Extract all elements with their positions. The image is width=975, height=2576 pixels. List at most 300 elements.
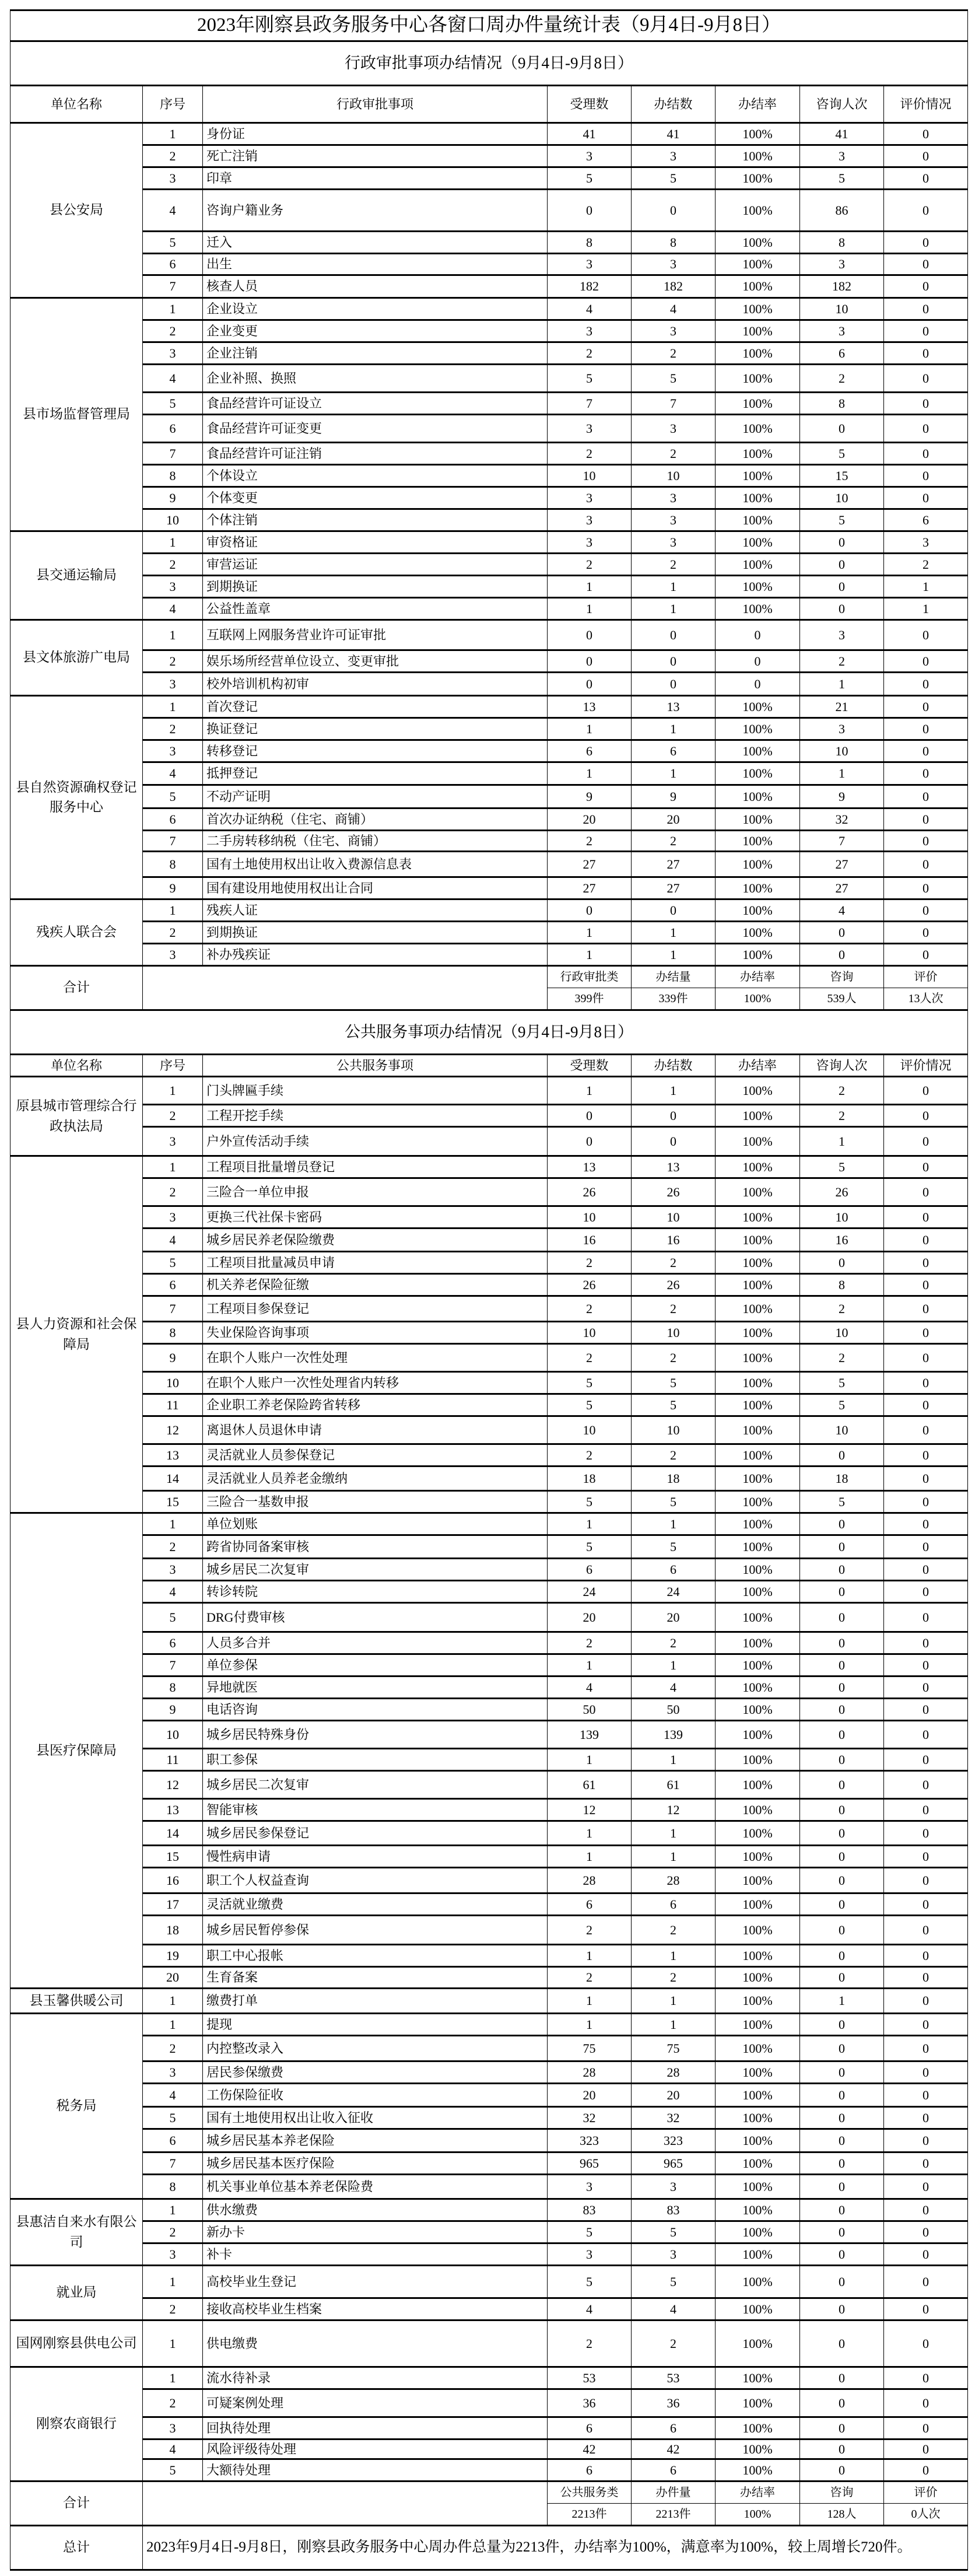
cell-consult: 0 [800, 944, 884, 966]
cell-consult: 2 [800, 1105, 884, 1127]
cell-accepted: 8 [548, 232, 632, 254]
cell-item: 首次登记 [203, 696, 548, 718]
cell-item: 灵活就业人员参保登记 [203, 1444, 548, 1466]
cell-evaluation: 0 [884, 1749, 968, 1771]
cell-item: 转移登记 [203, 740, 548, 762]
cell-item: 新办卡 [203, 2221, 548, 2244]
table-row [10, 1894, 968, 1916]
cell-consult: 0 [800, 922, 884, 944]
total-metric-label: 办件量 [632, 2482, 716, 2504]
table-row [10, 2084, 968, 2107]
cell-no: 12 [143, 1416, 203, 1444]
cell-no: 5 [143, 1252, 203, 1274]
cell-completed: 3 [632, 2244, 716, 2266]
cell-evaluation: 0 [884, 2389, 968, 2417]
cell-evaluation: 0 [884, 465, 968, 487]
cell-completed: 1 [632, 1821, 716, 1846]
cell-accepted: 3 [548, 415, 632, 443]
cell-consult: 16 [800, 1228, 884, 1252]
cell-item: 职工参保 [203, 1749, 548, 1771]
cell-accepted: 1 [548, 598, 632, 620]
cell-accepted: 6 [548, 2459, 632, 2482]
cell-evaluation: 0 [884, 365, 968, 393]
cell-completed: 20 [632, 2084, 716, 2107]
cell-rate: 100% [716, 1771, 800, 1799]
cell-consult: 0 [800, 2367, 884, 2389]
cell-completed: 10 [632, 1416, 716, 1444]
cell-item: 可疑案例处理 [203, 2389, 548, 2417]
cell-evaluation: 0 [884, 1444, 968, 1466]
column-header-item: 公共服务事项 [203, 1055, 548, 1077]
cell-consult: 7 [800, 831, 884, 852]
cell-accepted: 75 [548, 2036, 632, 2062]
column-header-evaluation: 评价情况 [884, 86, 968, 123]
cell-completed: 26 [632, 1274, 716, 1296]
cell-accepted: 5 [548, 1535, 632, 1559]
cell-consult: 5 [800, 509, 884, 531]
cell-consult: 0 [800, 1967, 884, 1989]
cell-evaluation: 6 [884, 509, 968, 531]
column-header-evaluation: 评价情况 [884, 1055, 968, 1077]
table-row [10, 123, 968, 145]
cell-completed: 75 [632, 2036, 716, 2062]
table-row [10, 393, 968, 415]
total-metric-label: 咨询 [800, 2482, 884, 2504]
cell-item: 智能审核 [203, 1799, 548, 1821]
unit-name: 县医疗保障局 [10, 1513, 143, 1989]
cell-no: 7 [143, 2152, 203, 2175]
cell-no: 8 [143, 1676, 203, 1699]
cell-completed: 10 [632, 465, 716, 487]
table-row [10, 298, 968, 320]
cell-consult: 5 [800, 1372, 884, 1394]
cell-evaluation: 0 [884, 2062, 968, 2084]
cell-no: 3 [143, 1559, 203, 1581]
table-row [10, 1846, 968, 1868]
cell-accepted: 3 [548, 2244, 632, 2266]
table-row [10, 1156, 968, 1178]
cell-rate: 100% [716, 123, 800, 145]
column-header-unit: 单位名称 [10, 86, 143, 123]
column-header-item: 行政审批事项 [203, 86, 548, 123]
cell-item: 城乡居民特殊身份 [203, 1721, 548, 1749]
report-title: 2023年刚察县政务服务中心各窗口周办件量统计表（9月4日-9月8日） [10, 10, 968, 41]
column-header-rate: 办结率 [716, 86, 800, 123]
cell-consult: 0 [800, 576, 884, 598]
cell-completed: 20 [632, 808, 716, 831]
cell-item: 身份证 [203, 123, 548, 145]
cell-evaluation: 0 [884, 944, 968, 966]
cell-rate: 100% [716, 1444, 800, 1466]
cell-rate: 100% [716, 254, 800, 275]
cell-accepted: 1 [548, 1989, 632, 2014]
table-row [10, 1344, 968, 1372]
cell-evaluation: 0 [884, 1274, 968, 1296]
total-metric-label: 咨询 [800, 966, 884, 988]
public-section-title: 公共服务事项办结情况（9月4日-9月8日） [10, 1010, 968, 1055]
cell-consult: 0 [800, 531, 884, 554]
cell-evaluation: 0 [884, 2199, 968, 2221]
cell-completed: 5 [632, 167, 716, 190]
cell-evaluation: 0 [884, 145, 968, 167]
cell-evaluation: 0 [884, 1676, 968, 1699]
cell-rate: 100% [716, 1513, 800, 1535]
cell-evaluation: 0 [884, 2266, 968, 2298]
cell-rate: 100% [716, 342, 800, 365]
unit-name: 县玉馨供暖公司 [10, 1989, 143, 2014]
cell-no: 1 [143, 1077, 203, 1105]
cell-no: 1 [143, 2367, 203, 2389]
cell-accepted: 1 [548, 576, 632, 598]
cell-item: 个体注销 [203, 509, 548, 531]
cell-rate: 100% [716, 1603, 800, 1632]
cell-completed: 5 [632, 2221, 716, 2244]
cell-item: 工程开挖手续 [203, 1105, 548, 1127]
cell-consult: 0 [800, 1603, 884, 1632]
cell-evaluation: 0 [884, 2417, 968, 2440]
cell-completed: 2 [632, 342, 716, 365]
cell-evaluation: 0 [884, 1945, 968, 1967]
cell-no: 3 [143, 342, 203, 365]
cell-item: 机关养老保险征缴 [203, 1274, 548, 1296]
cell-no: 2 [143, 145, 203, 167]
cell-evaluation: 2 [884, 554, 968, 576]
cell-consult: 0 [800, 2199, 884, 2221]
cell-no: 2 [143, 2298, 203, 2320]
cell-consult: 2 [800, 650, 884, 673]
cell-completed: 10 [632, 1206, 716, 1228]
cell-item: 生育备案 [203, 1967, 548, 1989]
cell-item: 死亡注销 [203, 145, 548, 167]
table-row [10, 2014, 968, 2036]
cell-no: 10 [143, 509, 203, 531]
cell-evaluation: 0 [884, 2459, 968, 2482]
cell-item: 接收高校毕业生档案 [203, 2298, 548, 2320]
cell-completed: 6 [632, 1559, 716, 1581]
header-row [10, 1055, 968, 1077]
cell-completed: 2 [632, 554, 716, 576]
cell-completed: 83 [632, 2199, 716, 2221]
table-row [10, 554, 968, 576]
summary-text: 2023年9月4日-9月8日，刚察县政务服务中心周办件总量为2213件，办结率为100%，满意率为100%，较上周增长720件。 [143, 2526, 968, 2570]
cell-accepted: 4 [548, 298, 632, 320]
cell-rate: 100% [716, 2266, 800, 2298]
cell-completed: 4 [632, 298, 716, 320]
table-row [10, 1654, 968, 1676]
table-row [10, 740, 968, 762]
cell-accepted: 6 [548, 740, 632, 762]
table-row [10, 718, 968, 740]
cell-completed: 3 [632, 531, 716, 554]
cell-completed: 13 [632, 696, 716, 718]
cell-consult: 3 [800, 718, 884, 740]
cell-evaluation: 0 [884, 232, 968, 254]
table-row [10, 852, 968, 877]
cell-item: 在职个人账户一次性处理 [203, 1344, 548, 1372]
table-row [10, 509, 968, 531]
cell-accepted: 0 [548, 673, 632, 696]
cell-rate: 100% [716, 443, 800, 465]
cell-evaluation: 0 [884, 922, 968, 944]
cell-item: 企业设立 [203, 298, 548, 320]
cell-evaluation: 0 [884, 1372, 968, 1394]
total-metric-value: 339件 [632, 988, 716, 1010]
cell-item: 到期换证 [203, 922, 548, 944]
cell-item: 个体变更 [203, 487, 548, 509]
cell-rate: 100% [716, 718, 800, 740]
cell-item: 抵押登记 [203, 762, 548, 785]
cell-no: 18 [143, 1916, 203, 1945]
table-row [10, 650, 968, 673]
cell-rate: 100% [716, 785, 800, 808]
cell-consult: 5 [800, 1156, 884, 1178]
cell-accepted: 2 [548, 1252, 632, 1274]
cell-evaluation: 0 [884, 1632, 968, 1654]
cell-rate: 100% [716, 2459, 800, 2482]
cell-accepted: 36 [548, 2389, 632, 2417]
cell-completed: 28 [632, 1868, 716, 1894]
cell-no: 3 [143, 1206, 203, 1228]
cell-consult: 0 [800, 2389, 884, 2417]
cell-no: 1 [143, 123, 203, 145]
cell-item: 三险合一基数申报 [203, 1491, 548, 1513]
cell-accepted: 5 [548, 167, 632, 190]
column-header-consult: 咨询人次 [800, 86, 884, 123]
cell-accepted: 10 [548, 1206, 632, 1228]
cell-rate: 100% [716, 298, 800, 320]
cell-evaluation: 0 [884, 1654, 968, 1676]
cell-item: 跨省协同备案审核 [203, 1535, 548, 1559]
cell-completed: 139 [632, 1721, 716, 1749]
cell-accepted: 3 [548, 145, 632, 167]
cell-item: 出生 [203, 254, 548, 275]
table-row [10, 1296, 968, 1322]
cell-evaluation: 0 [884, 673, 968, 696]
cell-consult: 2 [800, 1344, 884, 1372]
cell-no: 2 [143, 2389, 203, 2417]
cell-evaluation: 0 [884, 2221, 968, 2244]
cell-item: 迁入 [203, 232, 548, 254]
cell-rate: 100% [716, 1466, 800, 1491]
cell-completed: 0 [632, 1127, 716, 1156]
cell-rate: 100% [716, 554, 800, 576]
cell-no: 11 [143, 1749, 203, 1771]
cell-item: 国有建设用地使用权出让合同 [203, 877, 548, 900]
admin-section-title: 行政审批事项办结情况（9月4日-9月8日） [10, 41, 968, 86]
cell-item: 城乡居民参保登记 [203, 1821, 548, 1846]
table-row [10, 320, 968, 342]
cell-accepted: 2 [548, 831, 632, 852]
table-row [10, 1274, 968, 1296]
cell-accepted: 5 [548, 365, 632, 393]
cell-no: 5 [143, 2459, 203, 2482]
table-row [10, 1105, 968, 1127]
cell-consult: 0 [800, 1535, 884, 1559]
cell-evaluation: 0 [884, 1252, 968, 1274]
cell-completed: 50 [632, 1699, 716, 1721]
cell-consult: 86 [800, 190, 884, 232]
cell-rate: 100% [716, 1989, 800, 2014]
cell-evaluation: 0 [884, 123, 968, 145]
cell-rate: 100% [716, 1105, 800, 1127]
cell-rate: 100% [716, 1206, 800, 1228]
table-row [10, 2320, 968, 2367]
cell-consult: 5 [800, 443, 884, 465]
cell-completed: 0 [632, 673, 716, 696]
cell-consult: 0 [800, 2084, 884, 2107]
cell-rate: 100% [716, 393, 800, 415]
cell-item: 审营运证 [203, 554, 548, 576]
cell-item: 回执待处理 [203, 2417, 548, 2440]
cell-rate: 100% [716, 2175, 800, 2199]
cell-item: 城乡居民二次复审 [203, 1771, 548, 1799]
cell-rate: 100% [716, 365, 800, 393]
cell-accepted: 9 [548, 785, 632, 808]
cell-consult: 1 [800, 1989, 884, 2014]
cell-no: 7 [143, 1654, 203, 1676]
cell-accepted: 965 [548, 2152, 632, 2175]
cell-evaluation: 0 [884, 696, 968, 718]
cell-accepted: 5 [548, 1394, 632, 1416]
cell-consult: 0 [800, 1676, 884, 1699]
cell-accepted: 20 [548, 1603, 632, 1632]
cell-evaluation: 0 [884, 1846, 968, 1868]
cell-no: 4 [143, 190, 203, 232]
table-row [10, 275, 968, 298]
cell-rate: 100% [716, 1846, 800, 1868]
cell-item: 补卡 [203, 2244, 548, 2266]
cell-rate: 100% [716, 2084, 800, 2107]
cell-accepted: 61 [548, 1771, 632, 1799]
cell-completed: 1 [632, 922, 716, 944]
cell-item: 机关事业单位基本养老保险费 [203, 2175, 548, 2199]
cell-rate: 100% [716, 2199, 800, 2221]
cell-completed: 1 [632, 2014, 716, 2036]
cell-consult: 6 [800, 342, 884, 365]
cell-evaluation: 0 [884, 1535, 968, 1559]
table-row [10, 531, 968, 554]
cell-evaluation: 0 [884, 1821, 968, 1846]
table-row [10, 1868, 968, 1894]
cell-accepted: 1 [548, 718, 632, 740]
cell-rate: 100% [716, 1868, 800, 1894]
table-row [10, 1821, 968, 1846]
unit-name: 刚察农商银行 [10, 2367, 143, 2482]
cell-no: 4 [143, 598, 203, 620]
cell-evaluation: 0 [884, 1559, 968, 1581]
cell-rate: 100% [716, 877, 800, 900]
cell-consult: 10 [800, 1322, 884, 1344]
cell-consult: 1 [800, 1127, 884, 1156]
cell-item: 供水缴费 [203, 2199, 548, 2221]
cell-consult: 41 [800, 123, 884, 145]
cell-completed: 24 [632, 1581, 716, 1603]
cell-consult: 0 [800, 2221, 884, 2244]
table-row [10, 1967, 968, 1989]
cell-rate: 100% [716, 1721, 800, 1749]
cell-accepted: 1 [548, 1077, 632, 1105]
cell-evaluation: 0 [884, 1916, 968, 1945]
cell-rate: 100% [716, 576, 800, 598]
cell-no: 10 [143, 1721, 203, 1749]
cell-no: 7 [143, 443, 203, 465]
cell-accepted: 0 [548, 650, 632, 673]
cell-evaluation: 0 [884, 808, 968, 831]
cell-completed: 1 [632, 1749, 716, 1771]
total-metric-value: 100% [716, 2504, 800, 2526]
cell-no: 1 [143, 696, 203, 718]
cell-accepted: 2 [548, 554, 632, 576]
cell-consult: 10 [800, 487, 884, 509]
cell-completed: 42 [632, 2440, 716, 2459]
cell-no: 6 [143, 2129, 203, 2152]
cell-rate: 100% [716, 1581, 800, 1603]
cell-item: 补办残疾证 [203, 944, 548, 966]
cell-item: 缴费打单 [203, 1989, 548, 2014]
cell-consult: 0 [800, 2440, 884, 2459]
table-row [10, 2367, 968, 2389]
total-metric-value: 2213件 [548, 2504, 632, 2526]
cell-completed: 5 [632, 365, 716, 393]
cell-consult: 0 [800, 2129, 884, 2152]
cell-rate: 100% [716, 1654, 800, 1676]
cell-completed: 6 [632, 2459, 716, 2482]
cell-evaluation: 0 [884, 1344, 968, 1372]
cell-no: 3 [143, 944, 203, 966]
cell-item: 咨询户籍业务 [203, 190, 548, 232]
table-row [10, 190, 968, 232]
cell-rate: 100% [716, 2062, 800, 2084]
table-row [10, 1394, 968, 1416]
cell-rate: 100% [716, 2129, 800, 2152]
cell-rate: 100% [716, 2221, 800, 2244]
cell-no: 1 [143, 1513, 203, 1535]
cell-evaluation: 0 [884, 1394, 968, 1416]
cell-evaluation: 0 [884, 1491, 968, 1513]
cell-accepted: 5 [548, 1372, 632, 1394]
cell-completed: 182 [632, 275, 716, 298]
cell-consult: 0 [800, 2298, 884, 2320]
cell-completed: 2 [632, 1916, 716, 1945]
cell-consult: 1 [800, 762, 884, 785]
cell-consult: 10 [800, 740, 884, 762]
cell-evaluation: 0 [884, 1603, 968, 1632]
cell-completed: 1 [632, 1077, 716, 1105]
cell-rate: 100% [716, 509, 800, 531]
cell-evaluation: 0 [884, 762, 968, 785]
cell-completed: 2 [632, 1344, 716, 1372]
cell-consult: 0 [800, 1559, 884, 1581]
cell-no: 1 [143, 531, 203, 554]
cell-no: 15 [143, 1846, 203, 1868]
unit-name: 就业局 [10, 2266, 143, 2320]
column-header-rate: 办结率 [716, 1055, 800, 1077]
cell-item: 印章 [203, 167, 548, 190]
table-row [10, 2389, 968, 2417]
cell-rate: 100% [716, 1344, 800, 1372]
cell-no: 19 [143, 1945, 203, 1967]
cell-item: 企业注销 [203, 342, 548, 365]
cell-item: 工伤保险征收 [203, 2084, 548, 2107]
cell-evaluation: 0 [884, 831, 968, 852]
cell-evaluation: 0 [884, 1989, 968, 2014]
cell-accepted: 323 [548, 2129, 632, 2152]
cell-consult: 0 [800, 1846, 884, 1868]
cell-consult: 21 [800, 696, 884, 718]
cell-rate: 100% [716, 1945, 800, 1967]
table-row [10, 1632, 968, 1654]
cell-item: 三险合一单位申报 [203, 1178, 548, 1206]
